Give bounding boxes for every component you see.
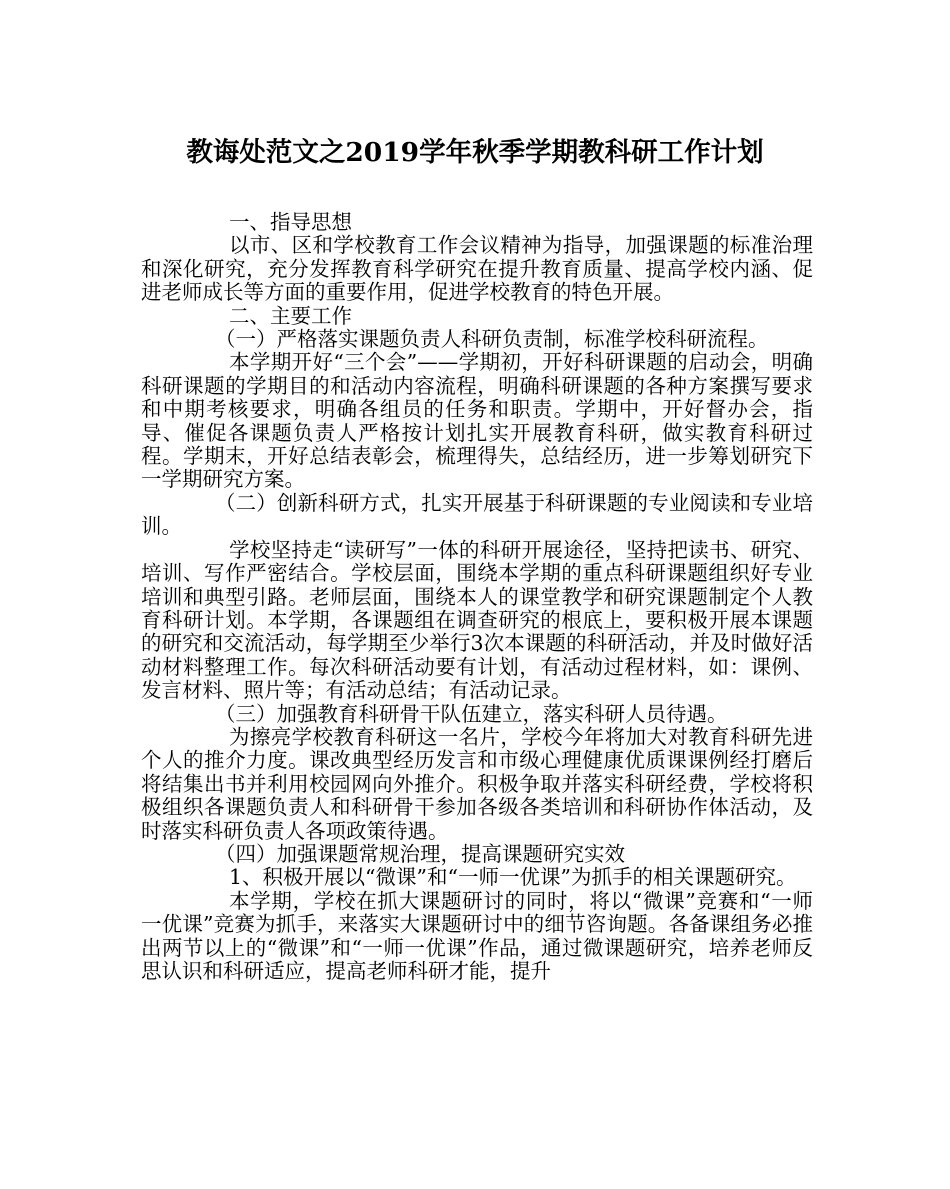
- document-body: [141, 211, 813, 983]
- subheading-3: （三）加强教育科研骨干队伍建立，落实科研人员待遇。: [215, 701, 728, 726]
- paragraph-2: 学校坚持走“读研写”一体的科研开展途径，坚持把读书、研究、培训、写作严密结合。学校层面，围绕本学期的重点科研课题组织好专业培训和典型引路。老师层面，围绕本人的课堂教学和研究课题制定个人教育科研计划。本学期，各课题组在调查研究的根底上，要积极开展本课题的研究和交流活动，每学期至少举行3次本课题的科研活动，并及时做好活动材料整理工作。每次科研活动要有计划，有活动过程材料，如：课例、发言材料、照片等；有活动总结；有活动记录。: [141, 537, 813, 703]
- paragraph-3: 为擦亮学校教育科研这一名片，学校今年将加大对教育科研先进个人的推介力度。课改典型经历发言和市级心理健康优质课课例经打磨后将结集出书并利用校园网向外推介。积极争取并落实科研经费，学校将积极组织各课题负责人和科研骨干参加各级各类培训和科研协作体活动，及时落实科研负责人各项政策待遇。: [141, 724, 813, 843]
- paragraph-4: 本学期，学校在抓大课题研讨的同时，将以“微课”竞赛和“一师一优课”竞赛为抓手，来落实大课题研讨中的细节咨询题。各备课组务必推出两节以上的“微课”和“一师一优课”作品，通过微课题研究，培养老师反思认识和科研适应，提高老师科研才能，提升: [141, 888, 813, 983]
- section-heading-guiding-ideology: 一、指导思想: [229, 210, 352, 234]
- subheading-4: （四）加强课题常规治理，提高课题研究实效: [215, 841, 625, 866]
- subheading-2: （二）创新科研方式，扎实开展基于科研课题的专业阅读和专业培训。: [141, 490, 813, 539]
- section-heading-main-work: 二、主要工作: [229, 303, 352, 328]
- paragraph-guiding-ideology: 以市、区和学校教育工作会议精神为指导，加强课题的标准治理和深化研究，充分发挥教育科学研究在提升教育质量、提高学校内涵、促进老师成长等方面的重要作用，促进学校教育的特色开展。: [141, 233, 813, 305]
- paragraph-1: 本学期开好“三个会”——学期初，开好科研课题的启动会，明确科研课题的学期目的和活动内容流程，明确科研课题的各种方案撰写要求和中期考核要求，明确各组员的任务和职责。学期中，开好督办会，指导、催促各课题负责人严格按计划扎实开展教育科研，做实教育科研过程。学期末，开好总结表彰会，梳理得失，总结经历，进一步筹划研究下一学期研究方案。: [141, 350, 813, 492]
- document-title: 教诲处范文之2019学年秋季学期教科研工作计划: [186, 137, 764, 168]
- subheading-1: （一）严格落实课题负责人科研负责制，标准学校科研流程。: [215, 327, 769, 352]
- item-heading-1: 1、积极开展以“微课”和“一师一优课”为抓手的相关课题研究。: [229, 865, 797, 890]
